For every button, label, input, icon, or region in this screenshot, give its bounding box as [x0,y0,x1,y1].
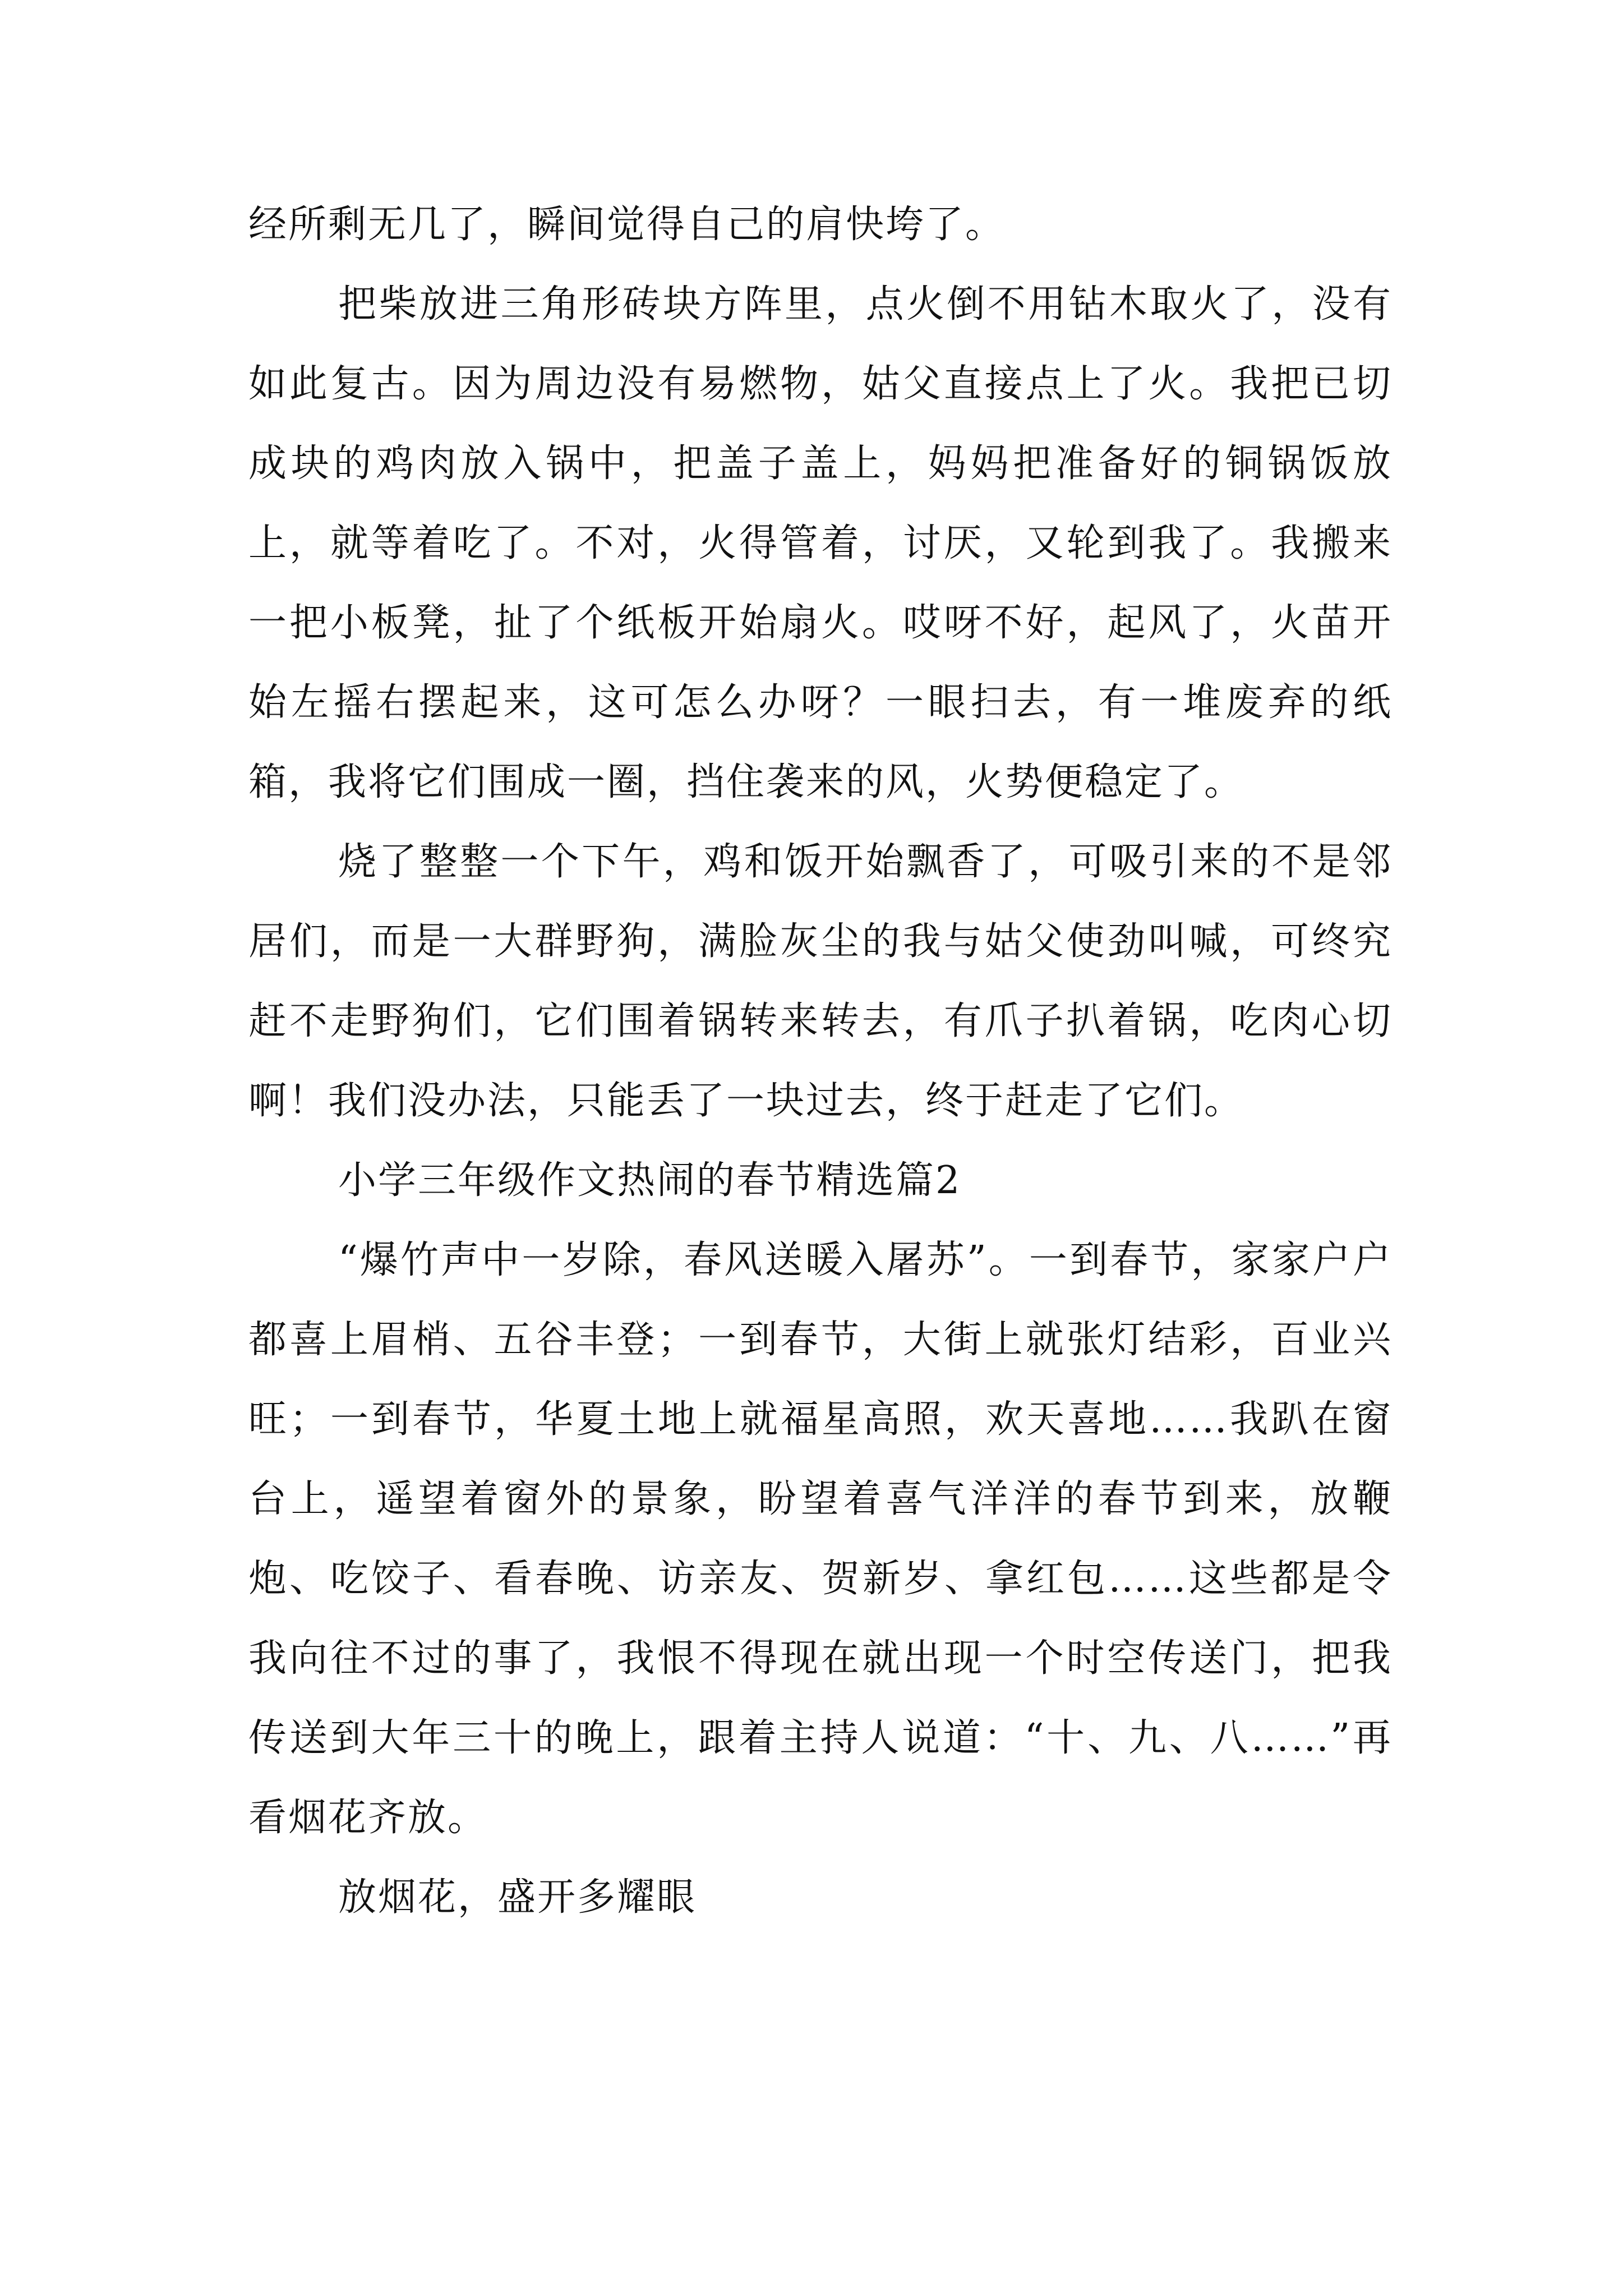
paragraph-fireworks: 放烟花，盛开多耀眼 [338,1875,697,1920]
paragraph-wild-dogs: 烧了整整一个下午，鸡和饭开始飘香了，可吸引来的不是邻居们，而是一大群野狗，满脸灰尘的我与姑父使劲叫喊，可终究赶不走野狗们，它们围着锅转来转去，有爪子扒着锅，吃肉心切啊！我们没办法，只能丢了一块过去，终于赶走了它们。 [248,840,1393,1123]
paragraph-spring-festival: “爆竹声中一岁除，春风送暖入屠苏”。一到春节，家家户户都喜上眉梢、五谷丰登；一到春节，大街上就张灯结彩，百业兴旺；一到春节，华夏土地上就福星高照，欢天喜地……我趴在窗台上，遥望着窗外的景象，盼望着喜气洋洋的春节到来，放鞭炮、吃饺子、看春晚、访亲友、贺新岁、拿红包……这些都是令我向往不过的事了，我恨不得现在就出现一个时空传送门，把我传送到大年三十的晚上，跟着主持人说道：“十、九、八……”再看烟花齐放。 [248,1238,1393,1840]
document-body [248,185,1393,1938]
section-title: 小学三年级作文热闹的春节精选篇2 [338,1158,962,1203]
paragraph-continuation: 经所剩无几了，瞬间觉得自己的肩快垮了。 [248,203,1006,247]
paragraph-lighting-fire: 把柴放进三角形砖块方阵里，点火倒不用钻木取火了，没有如此复古。因为周边没有易燃物，姑父直接点上了火。我把已切成块的鸡肉放入锅中，把盖子盖上，妈妈把准备好的铜锅饭放上，就等着吃了。不对，火得管着，讨厌，又轮到我了。我搬来一把小板凳，扯了个纸板开始扇火。哎呀不好，起风了，火苗开始左摇右摆起来，这可怎么办呀？一眼扫去，有一堆废弃的纸箱，我将它们围成一圈，挡住袭来的风，火势便稳定了。 [248,282,1393,804]
